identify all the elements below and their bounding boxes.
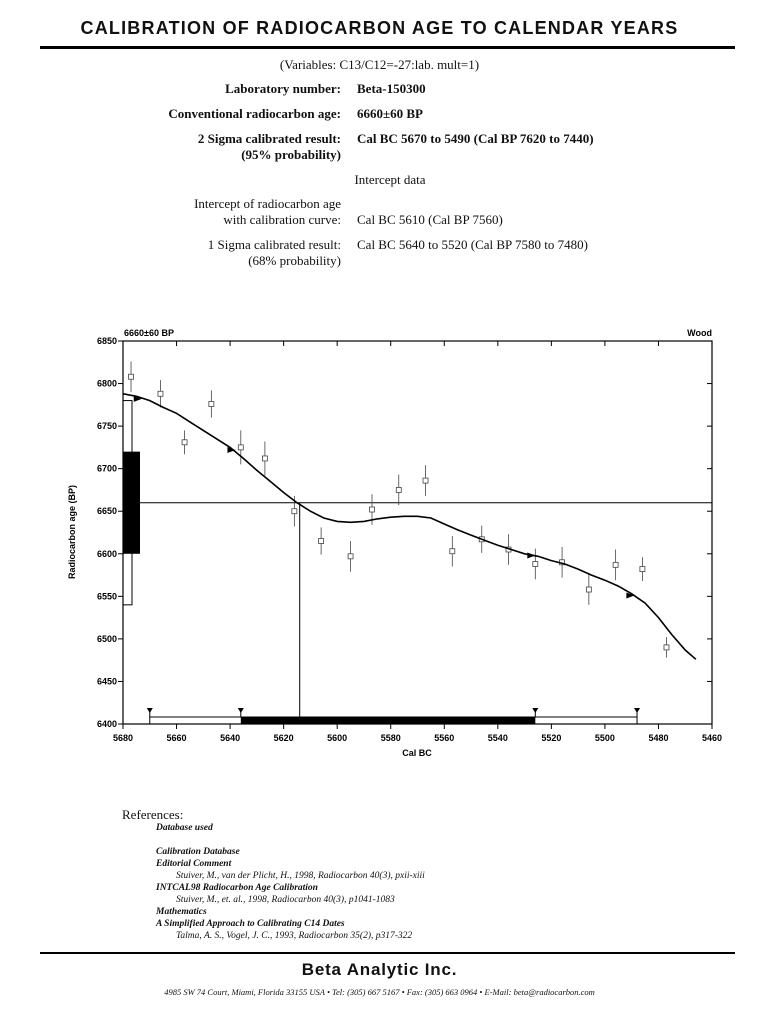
y-tick-label: 6650 (96, 506, 117, 517)
conv-age-label: Conventional radiocarbon age: (168, 106, 341, 121)
calibration-curve-layer (123, 394, 696, 660)
sigma2-label: 2 Sigma calibrated result: (197, 131, 341, 146)
y-tick-label: 6750 (96, 421, 117, 432)
axis-tick-labels (97, 336, 722, 743)
reference-line (156, 834, 716, 846)
corner-label-left: 6660±60 BP (124, 328, 174, 338)
x-tick-label: 5660 (166, 733, 187, 743)
range-marker-arrow (147, 708, 153, 713)
decadal-point (319, 539, 324, 544)
decadal-point (613, 562, 618, 567)
y-tick-label: 6850 (96, 336, 117, 346)
company-address: 4985 SW 74 Court, Miami, Florida 33155 USA • Tel: (305) 667 5167 • Fax: (305) 663 0964 • E-Mail: beta@radiocarbon.com (164, 987, 595, 997)
sigma1-cal-bar (241, 717, 536, 724)
reference-line: INTCAL98 Radiocarbon Age Calibration (156, 883, 318, 893)
sigma2-probability: (95% probability) (241, 147, 341, 162)
range-marker-arrow (634, 708, 640, 713)
axis-ticks (118, 341, 712, 729)
range-marker-arrow (238, 708, 244, 713)
reference-line: A Simplified Approach to Calibrating C14 Dates (156, 919, 345, 929)
sigma1-label: 1 Sigma calibrated result: (207, 237, 341, 252)
x-axis-label: Cal BC (402, 748, 432, 758)
x-tick-label: 5560 (434, 733, 455, 743)
y-tick-label: 6800 (96, 378, 117, 389)
intercept-label-line2: with calibration curve: (223, 212, 341, 227)
y-axis-label: Radiocarbon age (BP) (67, 484, 77, 580)
y-tick-label: 6450 (96, 676, 117, 687)
decadal-point (450, 549, 455, 554)
x-tick-label: 5580 (380, 733, 401, 743)
x-tick-label: 5480 (648, 733, 669, 743)
reference-line: Calibration Database (156, 847, 240, 857)
decadal-point (348, 554, 353, 559)
calibration-chart (0, 320, 759, 770)
sigma2-value: Cal BC 5670 to 5490 (Cal BP 7620 to 7440) (357, 131, 594, 146)
decadal-point (369, 507, 374, 512)
reference-line: Editorial Comment (156, 859, 232, 869)
decadal-point (664, 645, 669, 650)
decadal-point (182, 440, 187, 445)
company-name: Beta Analytic Inc. (301, 960, 458, 979)
report-title: CALIBRATION OF RADIOCARBON AGE TO CALENDAR YEARS (80, 18, 679, 38)
y-tick-label: 6600 (96, 548, 117, 559)
calibration-curve (123, 394, 696, 660)
decadal-point (129, 374, 134, 379)
sigma1-value: Cal BC 5640 to 5520 (Cal BP 7580 to 7480) (357, 237, 588, 252)
corner-label-right: Wood (687, 328, 712, 338)
x-tick-label: 5600 (327, 733, 348, 743)
reference-line: Mathematics (156, 907, 207, 917)
x-tick-label: 5540 (487, 733, 508, 743)
reference-line: Stuiver, M., van der Plicht, H., 1998, Radiocarbon 40(3), pxii-xiii (176, 871, 425, 881)
y-tick-label: 6400 (96, 719, 117, 729)
decadal-point (209, 401, 214, 406)
y-tick-label: 6700 (96, 463, 117, 474)
lab-number-label: Laboratory number: (225, 81, 341, 96)
title-rule (40, 46, 735, 49)
y-tick-label: 6550 (96, 591, 117, 602)
intercept-value: Cal BC 5610 (Cal BP 7560) (357, 212, 503, 227)
reference-line: Talma, A. S., Vogel, J. C., 1993, Radiocarbon 35(2), p317-322 (176, 931, 413, 941)
conv-age-value: 6660±60 BP (357, 106, 423, 121)
x-tick-label: 5500 (594, 733, 615, 743)
reference-line: Stuiver, M., et. al., 1998, Radiocarbon 40(3), p1041-1083 (176, 895, 395, 905)
decadal-point (238, 445, 243, 450)
sigma1-probability: (68% probability) (248, 253, 341, 268)
x-tick-label: 5460 (701, 733, 723, 743)
references-heading: References: (122, 807, 184, 822)
references-list (156, 822, 716, 942)
decadal-point (396, 487, 401, 492)
decadal-points (129, 361, 669, 657)
reference-line: Database used (156, 823, 213, 833)
decadal-point (640, 567, 645, 572)
decadal-point (533, 561, 538, 566)
intercept-heading: Intercept data (354, 172, 426, 187)
decadal-point (586, 587, 591, 592)
x-tick-label: 5620 (273, 733, 294, 743)
intercept-lines (123, 503, 712, 724)
decadal-point (262, 456, 267, 461)
footer-rule (40, 952, 735, 954)
y-tick-label: 6500 (96, 633, 117, 644)
intercept-label-line1: Intercept of radiocarbon age (194, 196, 341, 211)
decadal-point (423, 478, 428, 483)
x-tick-label: 5640 (220, 733, 241, 743)
x-tick-label: 5680 (112, 733, 134, 743)
range-marker-arrow (532, 708, 538, 713)
curve-arrow (527, 552, 535, 558)
lab-number-value: Beta-150300 (357, 81, 426, 96)
decadal-point (292, 509, 297, 514)
decadal-point (158, 391, 163, 396)
x-tick-label: 5520 (541, 733, 562, 743)
variables-text: (Variables: C13/C12=-27:lab. mult=1) (279, 57, 480, 72)
